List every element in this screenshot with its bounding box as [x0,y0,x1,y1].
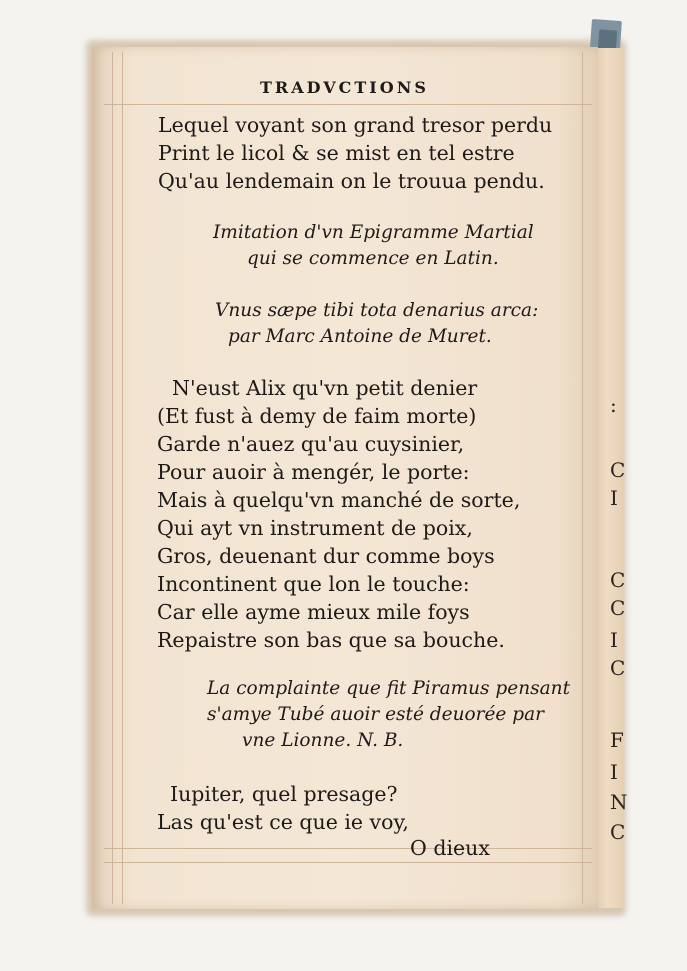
margin-rule [122,52,123,904]
facing-page-letter: C [610,458,626,482]
facing-page-letter: I [610,760,618,784]
facing-page-letter: C [610,820,626,844]
verse-line: Incontinent que lon le touche: [157,572,470,596]
section-heading-line: Imitation d'vn Epigramme Martial [213,222,534,243]
verse-line: Gros, deuenant dur comme boys [157,544,495,568]
facing-page-letter: C [610,656,626,680]
verse-line: Garde n'auez qu'au cuysinier, [157,432,465,456]
header-rule [104,104,592,105]
section-heading-line: par Marc Antoine de Muret. [228,326,492,347]
catchword: O dieux [410,836,490,860]
verse-line: Print le licol & se mist en tel estre [158,141,515,165]
facing-page-letter: C [610,568,626,592]
footer-rule [104,848,592,849]
facing-page-letter: I [610,486,618,510]
facing-page-letter: N [610,790,628,814]
verse-line: Qu'au lendemain on le trouua pendu. [158,169,545,193]
section-heading-line: qui se commence en Latin. [247,248,499,269]
verse-line: Las qu'est ce que ie voy, [157,810,409,834]
verse-line: Iupiter, quel presage? [170,782,398,806]
verse-line: Pour auoir à mengér, le porte: [157,460,470,484]
verse-line: Mais à quelqu'vn manché de sorte, [157,488,521,512]
section-heading-line: vne Lionne. N. B. [242,730,404,751]
facing-page-letter: : [610,393,617,417]
facing-page-letter: F [610,728,624,752]
verse-line: Qui ayt vn instrument de poix, [157,516,473,540]
facing-page-letter: C [610,596,626,620]
facing-page-letter: I [610,628,618,652]
section-heading-line: s'amye Tubé auoir esté deuorée par [207,704,544,725]
footer-rule [104,862,592,863]
margin-rule [582,52,583,904]
verse-line: Repaistre son bas que sa bouche. [157,628,505,652]
section-heading-line: Vnus sæpe tibi tota denarius arca: [215,300,539,321]
running-head: TRADVCTIONS [260,78,429,97]
verse-line: (Et fust à demy de faim morte) [157,404,477,428]
margin-rule [112,52,113,904]
verse-line: Lequel voyant son grand tresor perdu [158,113,553,137]
section-heading-line: La complainte que fit Piramus pensant [207,678,571,699]
verse-line: N'eust Alix qu'vn petit denier [172,376,478,400]
facing-page-edge [595,48,628,908]
verse-line: Car elle ayme mieux mile foys [157,600,470,624]
